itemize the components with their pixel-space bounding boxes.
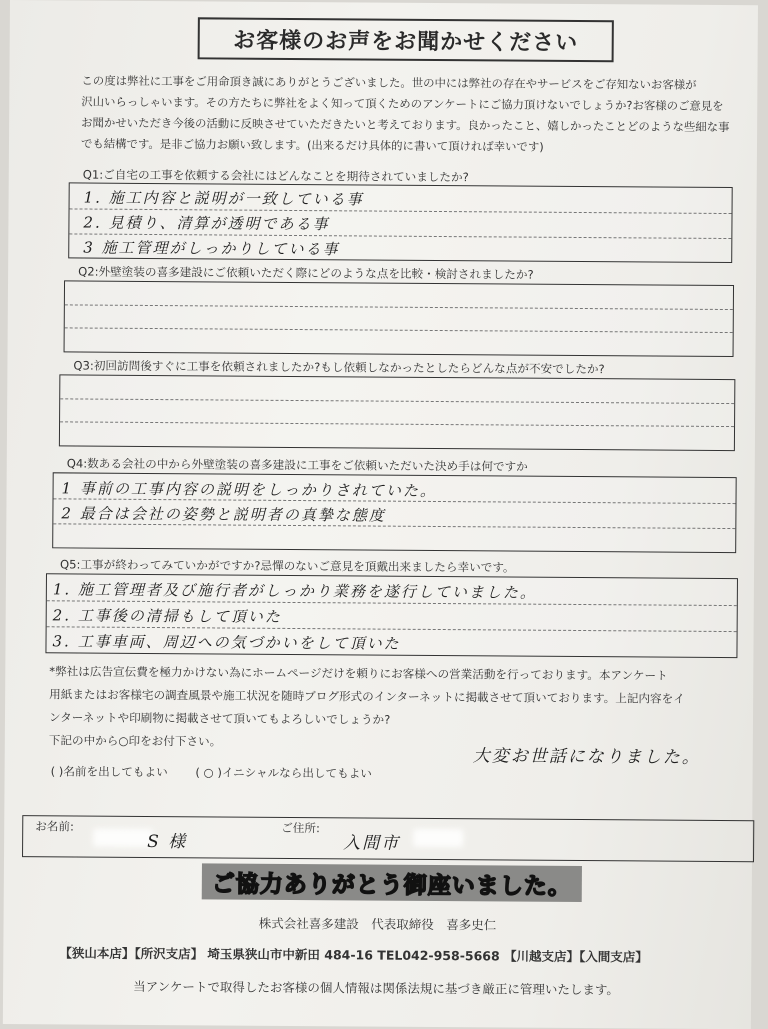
q1-answer-2: 2. 見積り、清算が透明である事 <box>83 213 330 234</box>
q2-answer-box <box>64 280 734 357</box>
q2-question: Q2:外壁塗装の喜多建設にご依頼いただく際にどのような点を比較・検討されましたか? <box>78 264 534 282</box>
choice-initials-ok[interactable]: ( ○ )イニシャルなら出してもよい <box>195 765 372 781</box>
q5-answer-box <box>45 573 738 658</box>
answer-line <box>60 398 734 404</box>
thanks-banner <box>202 863 582 902</box>
note-line: ンターネットや印刷物に掲載させて頂いてもよろしいでしょうか? <box>48 710 391 727</box>
intro-text <box>81 71 742 160</box>
answer-line <box>60 421 734 427</box>
intro-line: この度は弊社に工事をご用命頂き誠にありがとうございました。世の中には弊社の存在やサービスをご存知ないお客様が <box>81 73 697 92</box>
thanks-text: ご協力ありがとう御座いました。 <box>211 870 572 900</box>
publication-choices <box>51 763 396 781</box>
answer-line <box>53 523 735 529</box>
q4-answer-box <box>52 472 737 553</box>
q4-answer-1: 1 事前の工事内容の説明をしっかりされていた。 <box>61 479 437 500</box>
choice-name-ok[interactable]: ( )名前を出してもよい <box>50 764 168 780</box>
answer-line <box>65 327 733 333</box>
name-value: S 様 <box>147 831 188 853</box>
redacted-address <box>413 829 463 847</box>
q5-question: Q5:工事が終わってみていかがですか?忌憚のないご意見を頂戴出来ましたら幸いです。 <box>60 557 515 575</box>
survey-sheet <box>3 0 758 1029</box>
handwritten-remark: 大変お世話になりました。 <box>472 746 701 768</box>
intro-line: お聞かせいただき今後の活動に反映させていただきたいと考えております。良かったこと、嬉しかったことどのような些細な事 <box>81 115 730 135</box>
q5-answer-3: 3. 工事車両、周辺への気づかいをして頂いた <box>52 632 401 653</box>
intro-line: 沢山いらっしゃいます。その方たちに弊社をよく知って頂くためのアンケートにご協力頂けないでしょうか?お客様のご意見を <box>81 94 724 113</box>
address-value: 入間市 <box>343 833 401 854</box>
note-line: 用紙またはお客様宅の調査風景や施工状況を随時ブログ形式のインターネットに掲載させて頂いております。上記内容をイ <box>49 687 685 706</box>
q1-question: Q1:ご自宅の工事を依頼する会社にはどんなことを期待されていましたか? <box>82 167 469 185</box>
privacy-notice: 当アンケートで取得したお客様の個人情報は関係法規に基づき厳正に管理いたします。 <box>133 978 619 998</box>
q5-answer-1: 1. 施工管理者及び施行者がしっかり業務を遂行していました。 <box>52 580 538 602</box>
redacted-name <box>93 829 153 847</box>
q4-question: Q4:数ある会社の中から外壁塗装の喜多建設に工事をご依頼いただいた決め手は何ですか <box>66 456 528 474</box>
note-line: *弊社は広告宣伝費を極力かけない為にホームページだけを頼りにお客様への営業活動を行っております。本アンケート <box>49 664 668 683</box>
q1-answer-box <box>68 182 733 263</box>
answer-line <box>65 304 733 310</box>
intro-line: でも結構です。是非ご協力お願い致します。(出来るだけ具体的に書いて頂ければ幸いです) <box>80 136 544 154</box>
q4-answer-2: 2 最合は会社の姿勢と説明者の真摯な態度 <box>61 504 386 525</box>
page-title: お客様のお声をお聞かせください <box>198 17 614 62</box>
q5-answer-2: 2. 工事後の清掃もして頂いた <box>52 606 282 626</box>
q3-answer-box <box>59 374 735 451</box>
address-label: ご住所: <box>281 820 320 836</box>
q3-question: Q3:初回訪問後すぐに工事を依頼されましたか?もし依頼しなかったとしたらどんな点が不安でしたか? <box>73 358 605 377</box>
name-label: お名前: <box>35 819 74 834</box>
branches-address: 【狭山本店】【所沢支店】 埼玉県狭山市中新田 484-16 TEL042-958-5668 【川越支店】【入間支店】 <box>59 945 648 965</box>
name-address-box <box>22 815 754 862</box>
q1-answer-3: 3 施工管理がしっかりしている事 <box>83 238 340 259</box>
q1-answer-1: 1. 施工内容と説明が一致している事 <box>83 188 364 209</box>
company-name: 株式会社喜多建設 代表取締役 喜多史仁 <box>258 915 497 933</box>
note-line: 下記の中から○印をお付下さい。 <box>48 733 222 749</box>
